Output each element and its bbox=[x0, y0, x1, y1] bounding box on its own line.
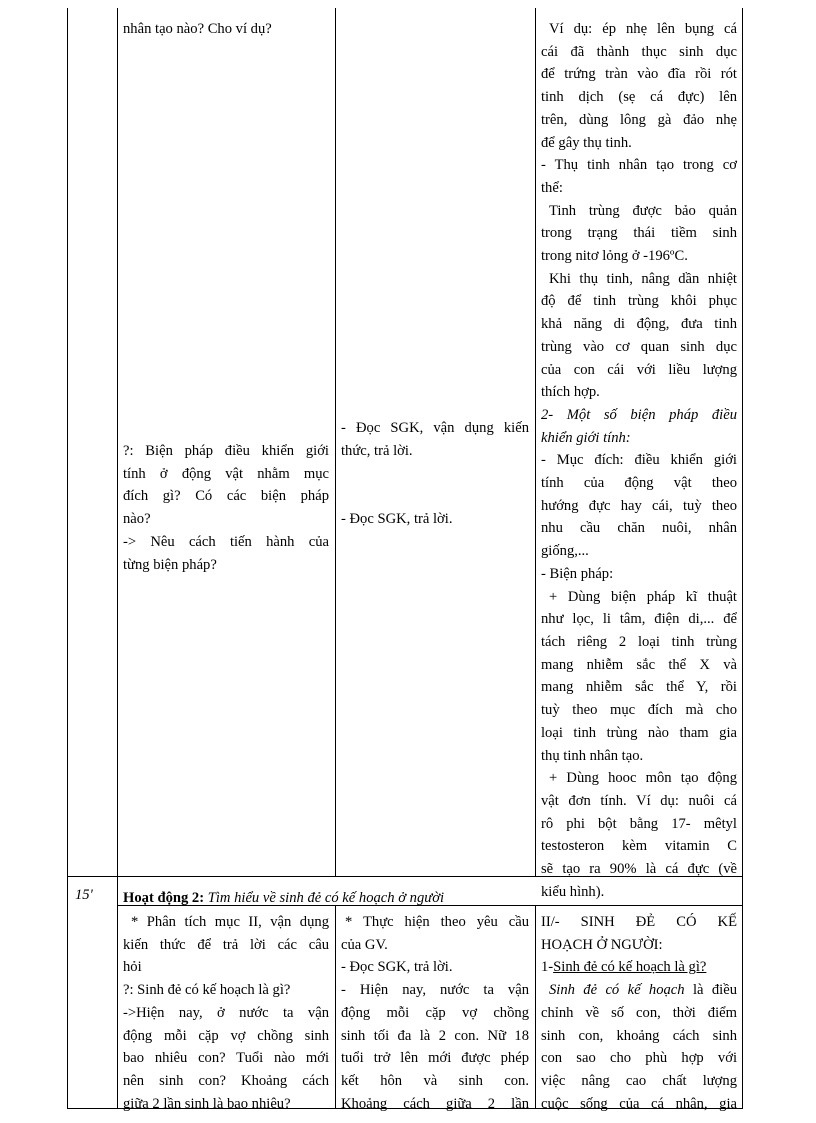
text-line: thích hợp. bbox=[541, 384, 600, 401]
text-line: - Hiện nay, nước ta vận bbox=[341, 982, 529, 999]
text-line: rô phi bột bằng 17- mêtyl bbox=[541, 815, 737, 832]
text-line: - Biện pháp: bbox=[541, 565, 614, 582]
column-divider-2-lower bbox=[335, 905, 336, 1109]
activity-title: Tìm hiểu về sinh đẻ có kế hoạch ở người bbox=[207, 890, 445, 906]
text-line: để gây thụ tinh. bbox=[541, 134, 632, 151]
text-line: thụ tinh nhân tạo. bbox=[541, 747, 644, 764]
text-line: bao nhiêu con? Tuổi nào mới bbox=[123, 1050, 329, 1067]
text-line: như lọc, li tâm, điện di,... để bbox=[541, 611, 737, 628]
text-line: tinh dịch (sẹ cá đực) lên bbox=[541, 89, 737, 106]
column-divider-1 bbox=[117, 8, 118, 1109]
text-line: tuổi trở lên mới được phép bbox=[341, 1050, 529, 1067]
text-line: sẽ tạo ra 90% là cá đực (về bbox=[541, 861, 737, 878]
question-title bbox=[541, 956, 737, 979]
text-line: testosteron kèm vitamin C bbox=[541, 838, 737, 855]
text-line: -> Nêu cách tiến hành của bbox=[123, 533, 329, 550]
text-line: trong trạng thái tiềm sinh bbox=[541, 225, 737, 242]
text-line: tách riêng 2 loại tinh trùng bbox=[541, 633, 737, 650]
text-line: nhân tạo nào? Cho ví dụ? bbox=[123, 21, 272, 37]
text-line: sinh con, khoảng cách sinh bbox=[541, 1027, 737, 1044]
activity-heading bbox=[123, 887, 738, 909]
question-text: Sinh đẻ có kế hoạch là gì? bbox=[553, 959, 707, 976]
text-line: ?: Biện pháp điều khiển giới bbox=[123, 443, 329, 459]
text-line: - Đọc SGK, vận dụng kiến bbox=[341, 420, 529, 436]
text-line: việc nâng cao chất lượng bbox=[541, 1072, 737, 1089]
text-line: cuộc sống của cá nhân, gia bbox=[541, 1095, 737, 1112]
text-line: động mỗi cặp vợ chồng bbox=[341, 1004, 529, 1021]
content-artificial-insemination bbox=[541, 18, 737, 903]
text-line: đích gì? Có các biện pháp bbox=[123, 488, 329, 505]
column-divider-3-lower bbox=[535, 905, 536, 1109]
text-line: nào? bbox=[123, 511, 151, 528]
text-line: hỏi bbox=[123, 959, 142, 976]
lesson-plan-table bbox=[67, 8, 743, 1112]
activity-label: Hoạt động 2: bbox=[123, 890, 205, 906]
text-line: mang nhiễm sắc thể Y, rồi bbox=[541, 679, 737, 696]
teacher-question-continued bbox=[123, 18, 329, 41]
student-activity-family-planning bbox=[341, 911, 529, 1115]
question-number: 1- bbox=[541, 959, 554, 976]
text-line: vật đơn tính. Ví dụ: nuôi cá bbox=[541, 792, 737, 809]
text-line: nên sinh con? Khoảng cách bbox=[123, 1072, 329, 1089]
text-line: - Mục đích: điều khiển giới bbox=[541, 452, 737, 469]
text-line: cái đã thành thục sinh dục bbox=[541, 43, 737, 60]
table-border-left bbox=[67, 8, 68, 1109]
column-divider-2 bbox=[335, 8, 336, 876]
text-line: của GV. bbox=[341, 936, 388, 953]
section-heading: HOẠCH Ở NGƯỜI: bbox=[541, 936, 663, 953]
text-line: ->Hiện nay, ở nước ta vận bbox=[123, 1004, 329, 1021]
text-line: ?: Sinh đẻ có kế hoạch là gì? bbox=[123, 982, 291, 999]
text-line: Tinh trùng được bảo quản bbox=[549, 202, 737, 219]
text-line: thể: bbox=[541, 179, 563, 196]
definition-line bbox=[541, 979, 737, 1002]
text-line: + Dùng hooc môn tạo động bbox=[549, 770, 737, 787]
definition-term: Sinh đẻ có kế hoạch bbox=[549, 982, 685, 999]
text-line: sinh tối đa là 2 con. Nữ 18 bbox=[341, 1027, 529, 1044]
text-line: kết hôn và sinh con. bbox=[341, 1072, 529, 1089]
text-line: để trứng tràn vào đĩa rồi rót bbox=[541, 66, 737, 83]
activity-time: 15' bbox=[75, 887, 93, 903]
text-line: - Đọc SGK, trả lời. bbox=[341, 959, 453, 976]
text-line: hướng đực hay cái, tuỳ theo bbox=[541, 497, 737, 514]
text-line: độ để tinh trùng khôi phục bbox=[541, 293, 737, 310]
text-line: giống,... bbox=[541, 543, 589, 560]
teacher-question-sex-control bbox=[123, 440, 329, 576]
content-family-planning bbox=[541, 911, 737, 1115]
text-line: - Đọc SGK, trả lời. bbox=[341, 511, 453, 527]
text-line: trùng vào cơ quan sinh dục bbox=[541, 338, 737, 355]
text-line: Khoảng cách giữa 2 lần bbox=[341, 1095, 529, 1112]
text-line: * Thực hiện theo yêu cầu bbox=[345, 914, 529, 930]
teacher-activity-family-planning bbox=[123, 911, 329, 1115]
text-line: chỉnh về số con, thời điểm bbox=[541, 1004, 737, 1021]
section-heading: II/- SINH ĐẺ CÓ KẾ bbox=[541, 914, 737, 930]
text-line: thức, trả lời. bbox=[341, 442, 413, 459]
text-line: trên, dùng lông gà đảo nhẹ bbox=[541, 111, 737, 128]
text-line: - Thụ tinh nhân tạo trong cơ bbox=[541, 157, 737, 174]
text-line: giữa 2 lần sinh là bao nhiêu? bbox=[123, 1095, 291, 1112]
text-line: kiểu hình). bbox=[541, 883, 605, 900]
text-line: con sao cho phù hợp với bbox=[541, 1050, 737, 1067]
student-activity-sex-control bbox=[341, 417, 529, 462]
text-line: tính của động vật theo bbox=[541, 475, 737, 492]
text-line: của con cái với liều lượng bbox=[541, 361, 737, 378]
text-line: kiến thức để trả lời các câu bbox=[123, 936, 329, 953]
text-line: tính ở động vật nhằm mục bbox=[123, 465, 329, 482]
text-line: Khi thụ tinh, nâng dần nhiệt bbox=[549, 270, 737, 287]
text-line: * Phân tích mục II, vận dụng bbox=[131, 914, 329, 930]
text-line: tuỳ theo mục đích mà cho bbox=[541, 702, 737, 719]
section-heading: 2- Một số biện pháp điều bbox=[541, 406, 737, 423]
text-line: loại tinh trùng nào tham gia bbox=[541, 724, 737, 741]
text-line: từng biện pháp? bbox=[123, 556, 217, 573]
text-line: + Dùng biện pháp kĩ thuật bbox=[549, 588, 737, 605]
table-border-right bbox=[742, 8, 743, 1109]
definition-rest: là điều bbox=[684, 982, 737, 999]
text-line: mang nhiễm sắc thể X và bbox=[541, 656, 737, 673]
text-line: Ví dụ: ép nhẹ lên bụng cá bbox=[549, 21, 737, 37]
text-line: trong nitơ lỏng ở -196ºC. bbox=[541, 248, 688, 265]
section-heading: khiển giới tính: bbox=[541, 429, 631, 446]
student-activity-read bbox=[341, 508, 529, 531]
text-line: động mỗi cặp vợ chồng sinh bbox=[123, 1027, 329, 1044]
text-line: nhu cầu chăn nuôi, nhân bbox=[541, 520, 737, 537]
text-line: khả năng di động, đưa tinh bbox=[541, 316, 737, 333]
column-divider-3 bbox=[535, 8, 536, 876]
